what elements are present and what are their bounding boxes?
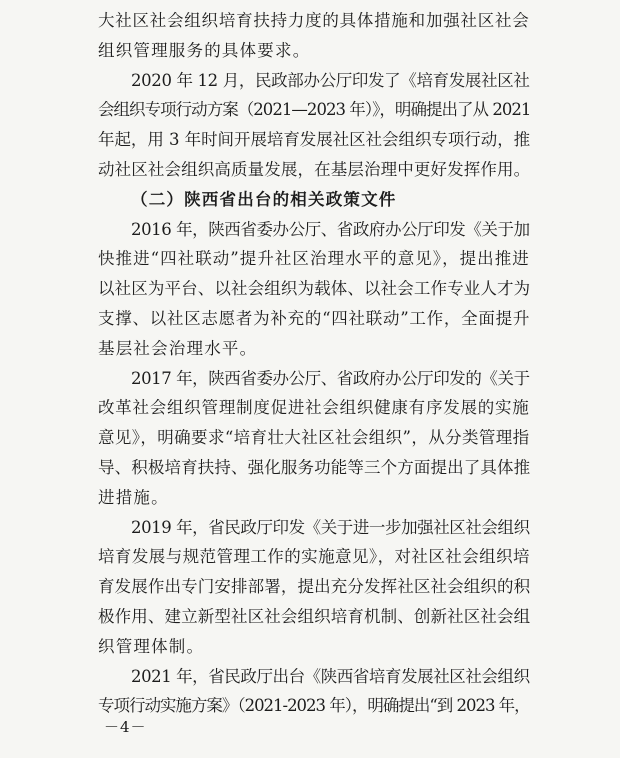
text-line: 2016 年，陕西省委办公厅、省政府办公厅印发《关于加 (131, 219, 530, 239)
text-line: 支撑、以社区志愿者为补充的“四社联动”工作，全面提升 (98, 308, 530, 328)
text-line: 导、积极培育扶持、强化服务功能等三个方面提出了具体推 (98, 457, 530, 477)
page-number: －4－ (104, 718, 147, 736)
text-line: 改革社会组织管理制度促进社会组织健康有序发展的实施 (98, 398, 530, 418)
text-line: 会组织专项行动方案（2021—2023 年）》，明确提出了从 2021 (98, 100, 530, 120)
text-line: 专项行动实施方案》（2021-2023 年），明确提出“到 2023 年， (98, 696, 530, 716)
paragraph (98, 215, 530, 364)
paragraph (98, 364, 530, 513)
text-line: 以社区为平台、以社会组织为载体、以社会工作专业人才为 (98, 279, 530, 299)
text-line: 组织管理服务的具体要求。 (98, 40, 311, 60)
text-line: 织管理体制。 (98, 636, 205, 656)
paragraph (98, 662, 530, 722)
text-line: 年起，用 3 年时间开展培育发展社区社会组织专项行动，推 (98, 130, 530, 150)
document-body (98, 6, 530, 721)
text-line: 育发展作出专门安排部署，提出充分发挥社区社会组织的积 (98, 577, 530, 597)
text-line: 2019 年，省民政厅印发《关于进一步加强社区社会组织 (131, 517, 530, 537)
paragraph (98, 66, 530, 185)
text-line: 极作用、建立新型社区社会组织培育机制、创新社区社会组 (98, 606, 530, 626)
text-line: 基层社会治理水平。 (98, 338, 258, 358)
text-line: （二）陕西省出台的相关政策文件 (131, 189, 397, 209)
paragraph-continuation (98, 6, 530, 66)
paragraph (98, 513, 530, 662)
text-line: 2020 年 12 月，民政部办公厅印发了《培育发展社区社 (131, 70, 530, 90)
text-line: 大社区社会组织培育扶持力度的具体措施和加强社区社会 (98, 11, 530, 30)
text-line: 快推进“四社联动”提升社区治理水平的意见》，提出推进 (98, 249, 530, 269)
text-line: 意见》，明确要求“培育壮大社区社会组织”，从分类管理指 (98, 428, 530, 448)
text-line: 进措施。 (98, 487, 169, 507)
text-line: 2017 年，陕西省委办公厅、省政府办公厅印发的《关于 (131, 368, 530, 388)
text-line: 2021 年，省民政厅出台《陕西省培育发展社区社会组织 (131, 666, 530, 686)
text-line: 动社区社会组织高质量发展，在基层治理中更好发挥作用。 (98, 159, 530, 179)
text-line: 培育发展与规范管理工作的实施意见》，对社区社会组织培 (98, 547, 530, 567)
section-heading (98, 185, 530, 215)
